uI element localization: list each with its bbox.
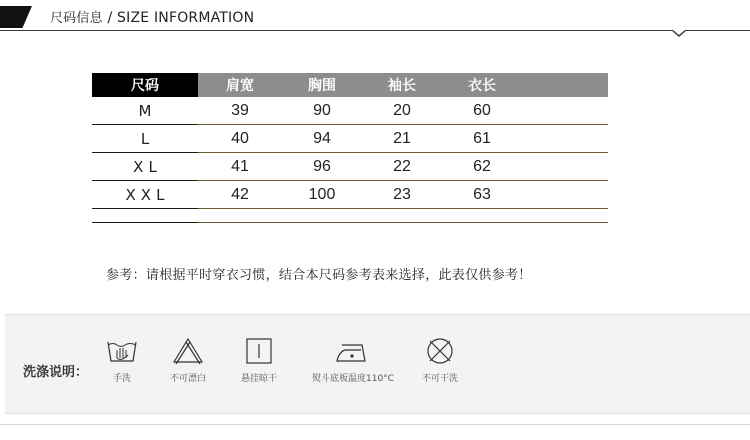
table-row	[92, 125, 608, 153]
col-header-length: 衣长	[442, 73, 522, 97]
no-dry-clean-icon	[423, 337, 457, 365]
care-instructions-panel	[5, 314, 750, 414]
header-notch-inner	[673, 30, 685, 35]
sleeve-cell: 20	[393, 101, 411, 119]
chest-cell: 96	[313, 157, 331, 175]
care-item-iron	[312, 337, 394, 384]
care-item-hand-wash	[105, 337, 139, 384]
care-item-no-bleach	[170, 337, 206, 384]
hang-dry-icon	[242, 337, 276, 365]
care-caption: 熨斗底板温度110°C	[312, 374, 394, 384]
size-cell-empty	[92, 209, 198, 223]
size-reference-note: 参考：请根据平时穿衣习惯，结合本尺码参考表来选择，此表仅供参考！	[106, 268, 532, 283]
care-caption: 不可干洗	[422, 374, 459, 384]
iron-110-icon	[333, 337, 373, 365]
shoulder-cell: 39	[231, 101, 249, 119]
col-header-sleeve: 袖长	[362, 73, 442, 97]
care-caption: 悬挂晾干	[241, 374, 278, 384]
sleeve-cell: 22	[393, 157, 411, 175]
size-cell: M	[92, 97, 198, 125]
size-table-header	[92, 73, 608, 97]
length-cell: 61	[473, 129, 491, 147]
table-row	[92, 153, 608, 181]
bottom-divider	[0, 424, 750, 425]
section-title	[50, 7, 254, 26]
col-header-fill	[522, 73, 608, 97]
care-caption: 手洗	[112, 374, 131, 384]
col-header-size: 尺码	[92, 73, 198, 97]
length-cell: 63	[473, 185, 491, 203]
care-label: 洗涤说明：	[23, 365, 89, 380]
hand-wash-icon	[105, 337, 139, 365]
header-rule	[0, 30, 750, 31]
col-header-chest: 胸围	[282, 73, 362, 97]
shoulder-cell: 40	[231, 129, 249, 147]
table-row-empty	[92, 209, 608, 223]
chest-cell: 94	[313, 129, 331, 147]
sleeve-cell: 23	[393, 185, 411, 203]
chest-cell: 100	[308, 185, 336, 203]
size-cell: L	[92, 125, 198, 153]
no-bleach-icon	[171, 337, 205, 365]
table-row	[92, 97, 608, 125]
section-title-en: / SIZE INFORMATION	[107, 10, 255, 26]
sleeve-cell: 21	[393, 129, 411, 147]
shoulder-cell: 41	[231, 157, 249, 175]
length-cell: 60	[473, 101, 491, 119]
care-caption: 不可漂白	[170, 374, 207, 384]
shoulder-cell: 42	[231, 185, 249, 203]
care-item-no-dry-clean	[422, 337, 458, 384]
col-header-shoulder: 肩宽	[198, 73, 282, 97]
header-accent-bar	[0, 6, 32, 28]
table-row	[92, 181, 608, 209]
care-item-hang-dry	[241, 337, 277, 384]
chest-cell: 90	[313, 101, 331, 119]
size-cell: XXL	[92, 181, 198, 209]
size-cell: XL	[92, 153, 198, 181]
section-title-cn: 尺码信息	[50, 11, 103, 26]
size-table	[92, 73, 608, 223]
length-cell: 62	[473, 157, 491, 175]
